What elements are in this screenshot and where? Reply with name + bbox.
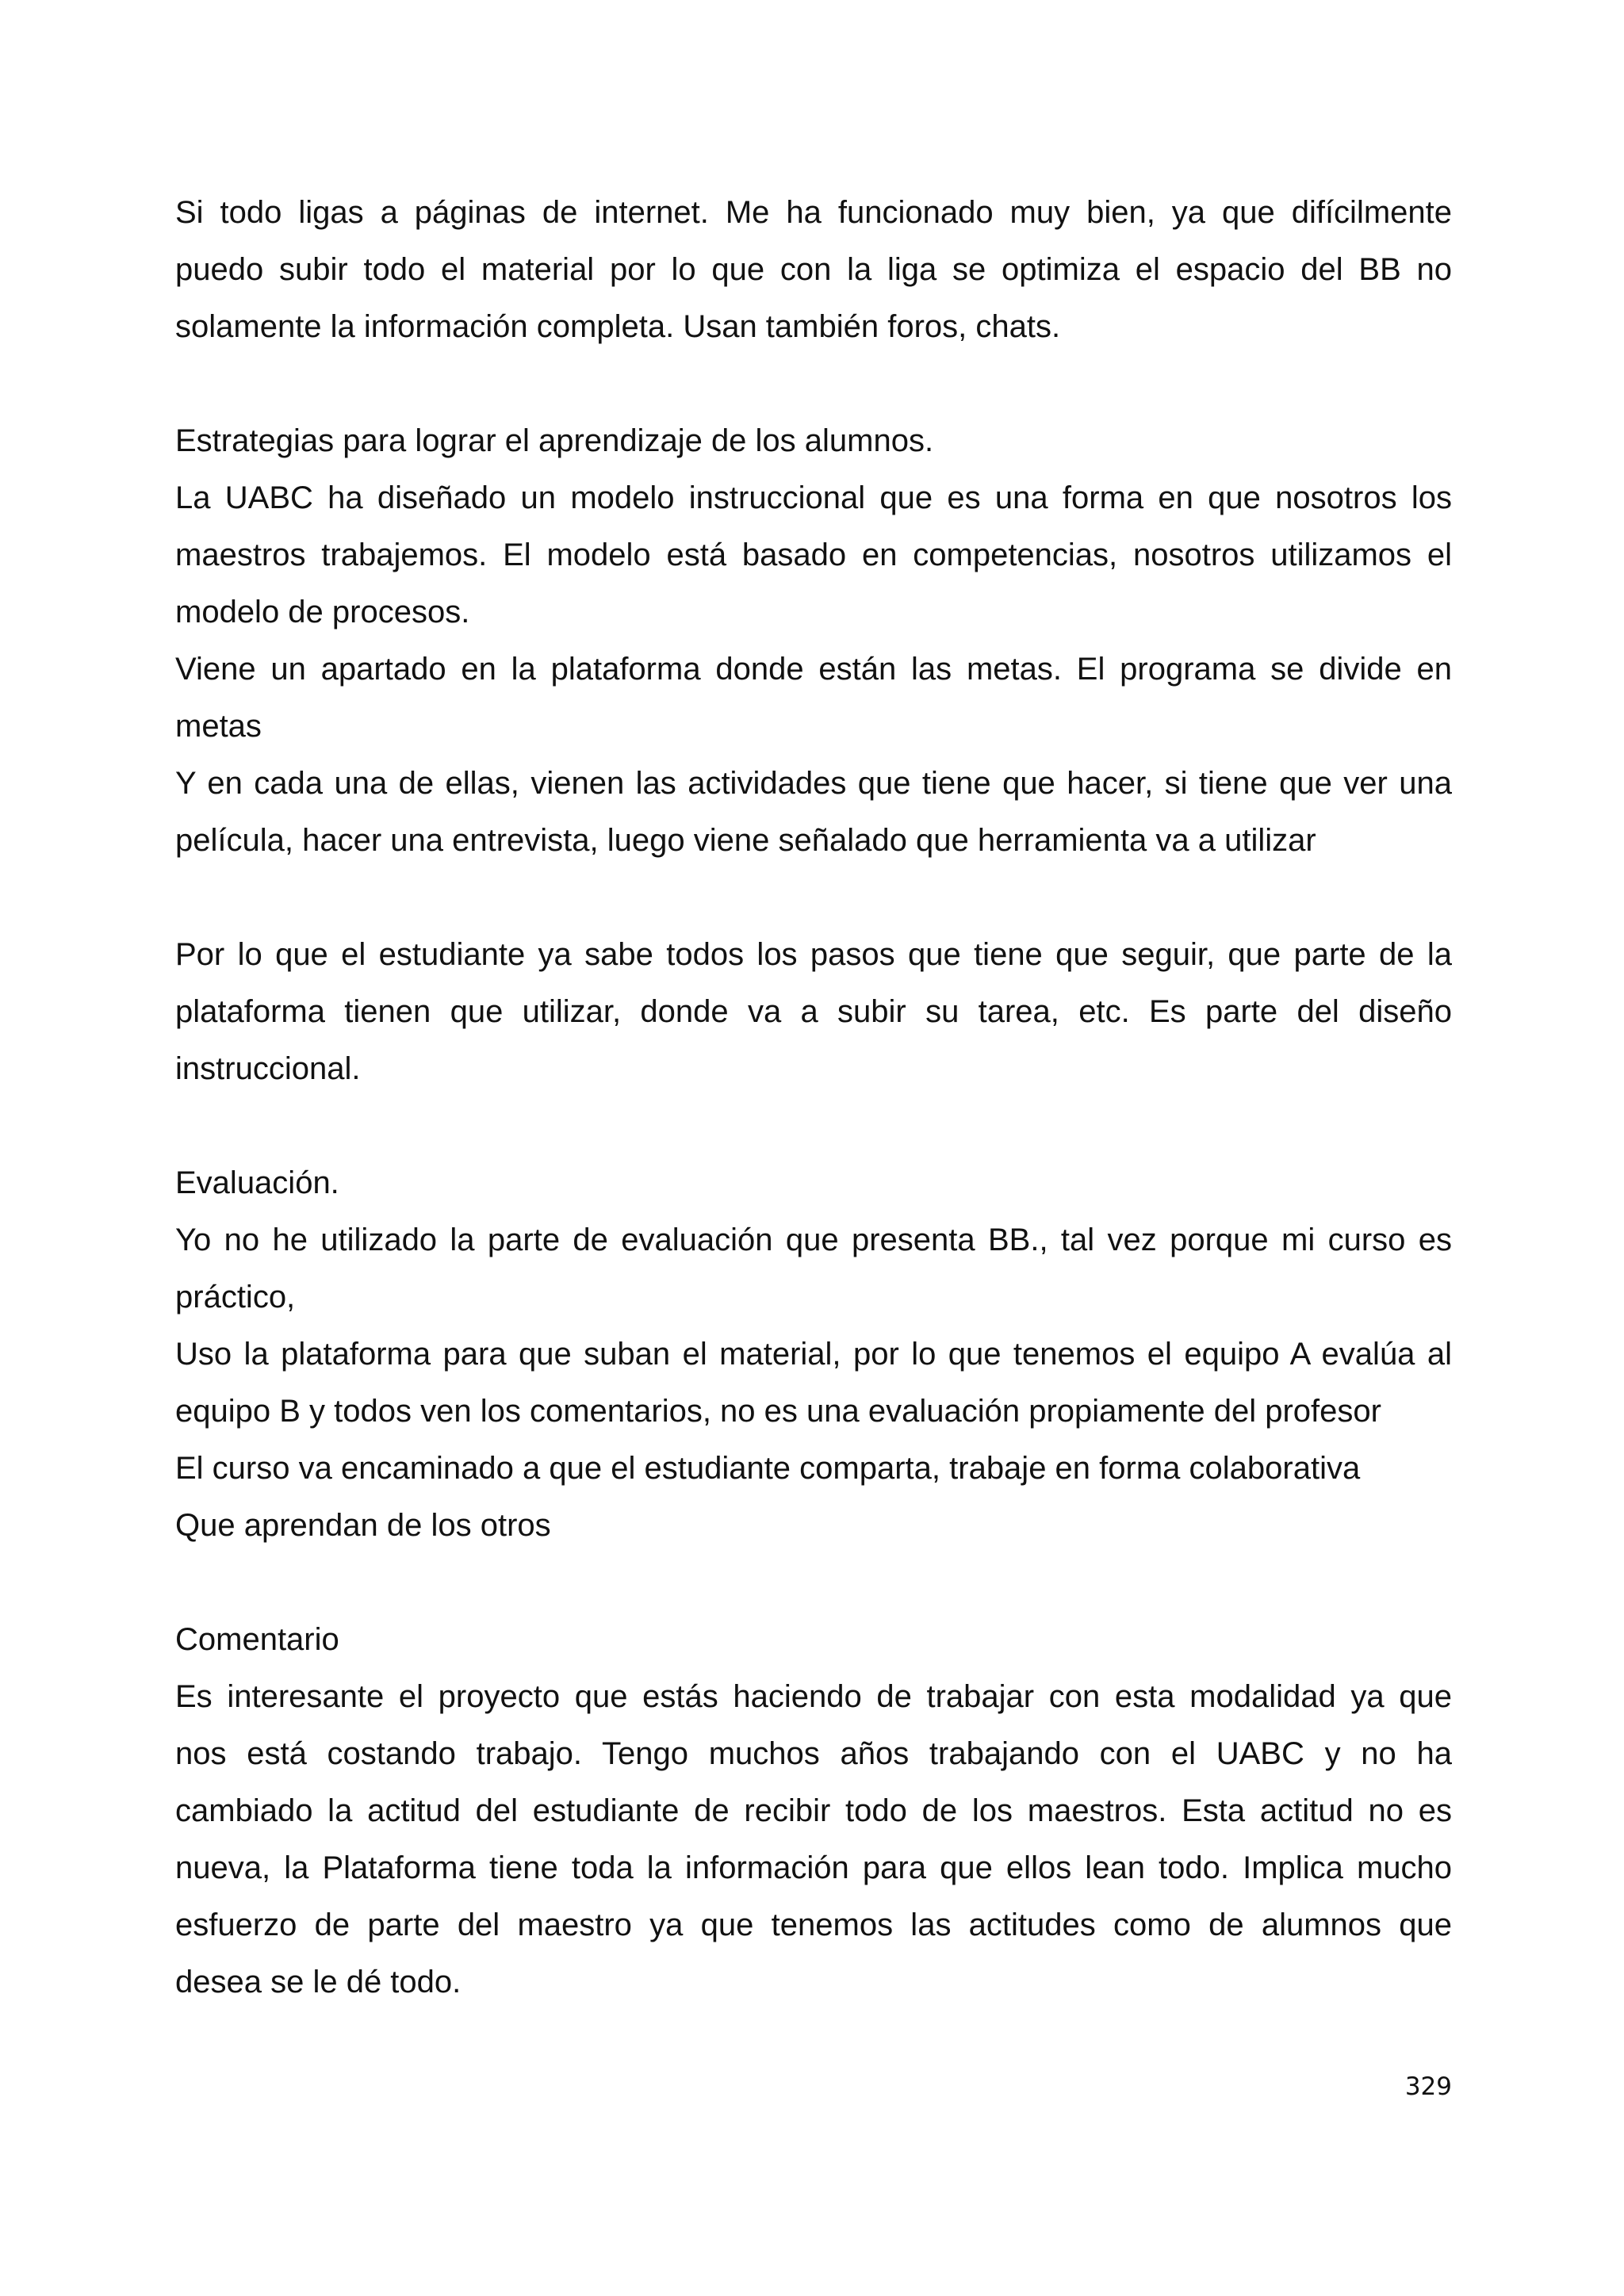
text-line: El curso va encaminado a que el estudiante comparta, trabaje en forma colaborativa (175, 1451, 1361, 1486)
text-line: Evaluación. (175, 1165, 339, 1200)
paragraph (175, 1611, 1452, 2011)
text-line: esfuerzo de parte del maestro ya que tenemos las actitudes como de alumnos que (175, 1908, 1452, 1942)
text-line: Por lo que el estudiante ya sabe todos los pasos que tiene que seguir, que parte de la (175, 937, 1452, 972)
text-line: Yo no he utilizado la parte de evaluación que presenta BB., tal vez porque mi curso es (175, 1223, 1452, 1257)
text-line: nueva, la Plataforma tiene toda la información para que ellos lean todo. Implica mucho (175, 1850, 1452, 1885)
text-line: Y en cada una de ellas, vienen las actividades que tiene que hacer, si tiene que ver una (175, 766, 1452, 801)
text-line: maestros trabajemos. El modelo está basado en competencias, nosotros utilizamos el (175, 538, 1452, 572)
text-line: nos está costando trabajo. Tengo muchos años trabajando con el UABC y no ha (175, 1736, 1452, 1771)
text-line: Estrategias para lograr el aprendizaje de los alumnos. (175, 423, 934, 458)
text-line: plataforma tienen que utilizar, donde va a subir su tarea, etc. Es parte del diseño (175, 994, 1452, 1029)
text-line: práctico, (175, 1280, 296, 1314)
page-number: 329 (1404, 2072, 1452, 2101)
text-line: Es interesante el proyecto que estás haciendo de trabajar con esta modalidad ya que (175, 1679, 1452, 1714)
text-line: equipo B y todos ven los comentarios, no es una evaluación propiamente del profesor (175, 1394, 1381, 1429)
text-line: Viene un apartado en la plataforma donde están las metas. El programa se divide en (175, 652, 1452, 687)
text-line: Uso la plataforma para que suban el material, por lo que tenemos el equipo A evalúa al (175, 1337, 1452, 1372)
paragraph (175, 1154, 1452, 1554)
text-line: solamente la información completa. Usan también foros, chats. (175, 309, 1061, 344)
paragraph (175, 412, 1452, 869)
text-line: Que aprendan de los otros (175, 1508, 551, 1543)
text-line: Comentario (175, 1622, 339, 1657)
body-text (175, 184, 1452, 2011)
text-line: metas (175, 709, 262, 744)
text-line: cambiado la actitud del estudiante de recibir todo de los maestros. Esta actitud no es (175, 1793, 1452, 1828)
text-line: La UABC ha diseñado un modelo instruccional que es una forma en que nosotros los (175, 480, 1452, 515)
paragraph (175, 926, 1452, 1097)
paragraph (175, 184, 1452, 355)
text-line: instruccional. (175, 1051, 361, 1086)
text-line: desea se le dé todo. (175, 1965, 462, 1999)
text-line: modelo de procesos. (175, 595, 470, 629)
text-line: película, hacer una entrevista, luego viene señalado que herramienta va a utilizar (175, 823, 1316, 858)
text-line: puedo subir todo el material por lo que con la liga se optimiza el espacio del BB no (175, 252, 1452, 287)
text-line: Si todo ligas a páginas de internet. Me ha funcionado muy bien, ya que difícilmente (175, 195, 1452, 230)
